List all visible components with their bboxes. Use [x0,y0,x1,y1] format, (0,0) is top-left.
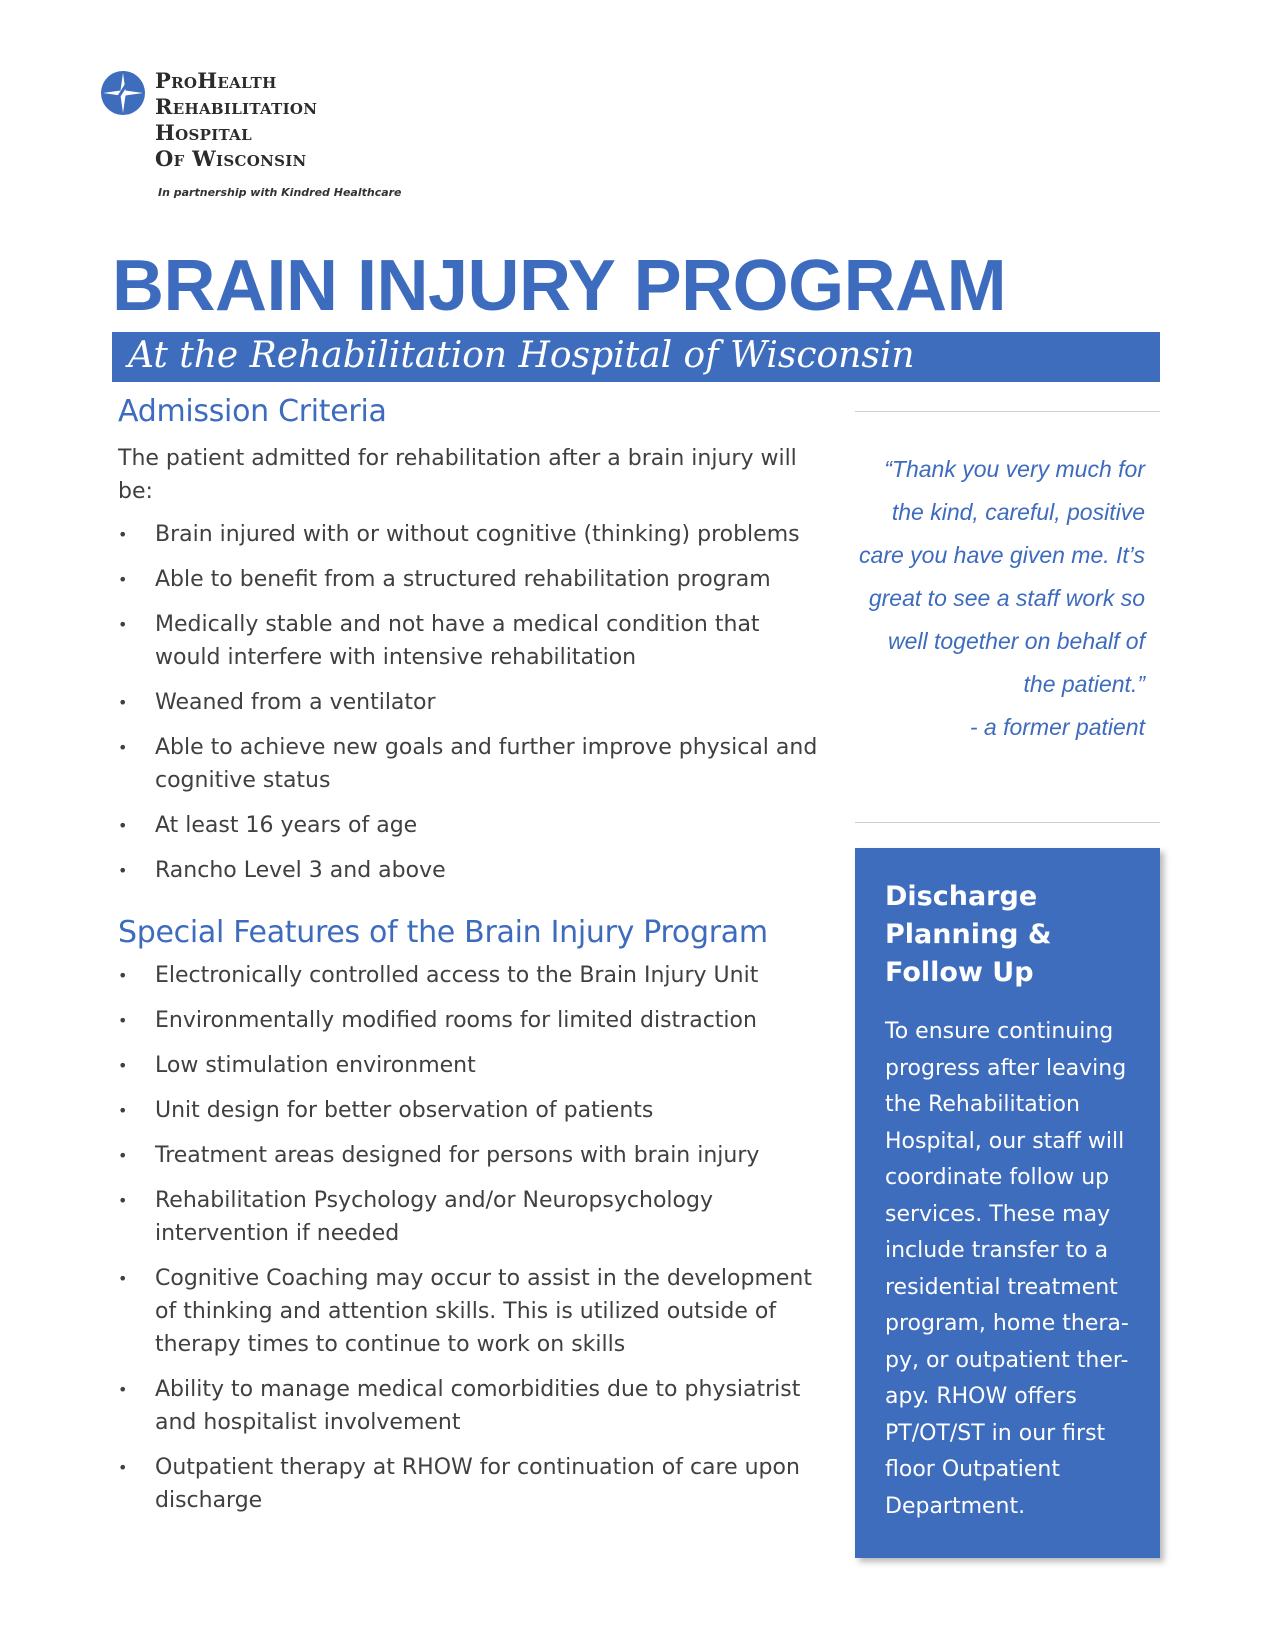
logo-line: Hospital [155,120,252,145]
special-features-list [118,959,818,1517]
list-item [118,686,818,719]
list-item [118,731,818,797]
list-item [118,1004,818,1037]
list-item [118,1184,818,1250]
list-item [118,1451,818,1517]
list-item-text: Cognitive Coaching may occur to assist in the development of thinking and attention skills. This is utilized outside of therapy times to continue to work on skills [155,1266,812,1357]
list-item-text: Treatment areas designed for persons with brain injury [155,1143,760,1168]
bullet-icon: • [118,1380,128,1399]
logo-star-icon [100,70,146,116]
bullet-icon: • [118,1011,128,1030]
list-item-text: Low stimulation environment [155,1053,476,1078]
list-item [118,608,818,674]
discharge-heading: Discharge Planning & Follow Up [885,881,1052,988]
list-item-text: Rancho Level 3 and above [155,858,446,883]
bullet-icon: • [118,615,128,634]
subtitle-banner [112,332,1160,382]
list-item [118,1373,818,1439]
page-title: BRAIN INJURY PROGRAM [112,246,1007,326]
bullet-icon: • [118,1269,128,1288]
subtitle-text: At the Rehabilitation Hospital of Wisconsin [128,335,915,376]
bullet-icon: • [118,861,128,880]
admission-criteria-heading: Admission Criteria [118,394,387,429]
bullet-icon: • [118,1146,128,1165]
list-item [118,1049,818,1082]
admission-intro: The patient admitted for rehabilitation after a brain injury will be: [118,446,797,504]
list-item [118,1262,818,1361]
list-item-text: Unit design for better observation of patients [155,1098,654,1123]
list-item [118,563,818,596]
hospital-logo [100,68,420,208]
special-features-heading: Special Features of the Brain Injury Program [118,915,768,950]
list-item-text: Electronically controlled access to the Brain Injury Unit [155,963,759,988]
list-item-text: Able to achieve new goals and further improve physical and cognitive status [155,735,818,793]
bullet-icon: • [118,966,128,985]
list-item-text: Brain injured with or without cognitive (thinking) problems [155,522,800,547]
bullet-icon: • [118,693,128,712]
logo-partner-line: In partnership with Kindred Healthcare [158,186,402,199]
quote-top-divider [855,411,1160,412]
discharge-body: To ensure continuing progress after leaving the Rehabilitation Hospital, our staff will coordinate follow up services. These may include transfer to a residential treatment program, home thera-py, or outpatient ther-apy. RHOW offers PT/OT/ST in our first floor Outpatient Department. [885,1019,1129,1519]
list-item-text: Medically stable and not have a medical condition that would interfere with intensive rehabilitation [155,612,760,670]
list-item [118,854,818,887]
bullet-icon: • [118,525,128,544]
bullet-icon: • [118,816,128,835]
list-item [118,518,818,551]
bullet-icon: • [118,570,128,589]
discharge-sidebar [855,848,1160,1558]
list-item-text: Able to benefit from a structured rehabilitation program [155,567,771,592]
admission-criteria-list [118,518,818,887]
logo-line: ProHealth [155,68,277,93]
quote-attribution: - a former patient [969,714,1145,740]
list-item [118,809,818,842]
list-item-text: Rehabilitation Psychology and/or Neuropsychology intervention if needed [155,1188,713,1246]
logo-name [155,68,317,172]
list-item [118,1139,818,1172]
bullet-icon: • [118,1191,128,1210]
list-item [118,1094,818,1127]
bullet-icon: • [118,738,128,757]
quote-text: “Thank you very much for the kind, careful, positive care you have given me. It’s great to see a staff work so well together on behalf of the patient.” [859,456,1145,697]
list-item [118,959,818,992]
patient-quote [855,448,1145,749]
list-item-text: Environmentally modified rooms for limited distraction [155,1008,757,1033]
bullet-icon: • [118,1101,128,1120]
bullet-icon: • [118,1056,128,1075]
main-content [118,392,818,1529]
list-item-text: At least 16 years of age [155,813,418,838]
list-item-text: Outpatient therapy at RHOW for continuation of care upon discharge [155,1455,800,1513]
list-item-text: Ability to manage medical comorbidities due to physiatrist and hospitalist involvement [155,1377,801,1435]
bullet-icon: • [118,1458,128,1477]
list-item-text: Weaned from a ventilator [155,690,436,715]
logo-line: Of Wisconsin [155,146,307,171]
quote-bottom-divider [855,822,1160,823]
logo-line: Rehabilitation [155,94,318,119]
